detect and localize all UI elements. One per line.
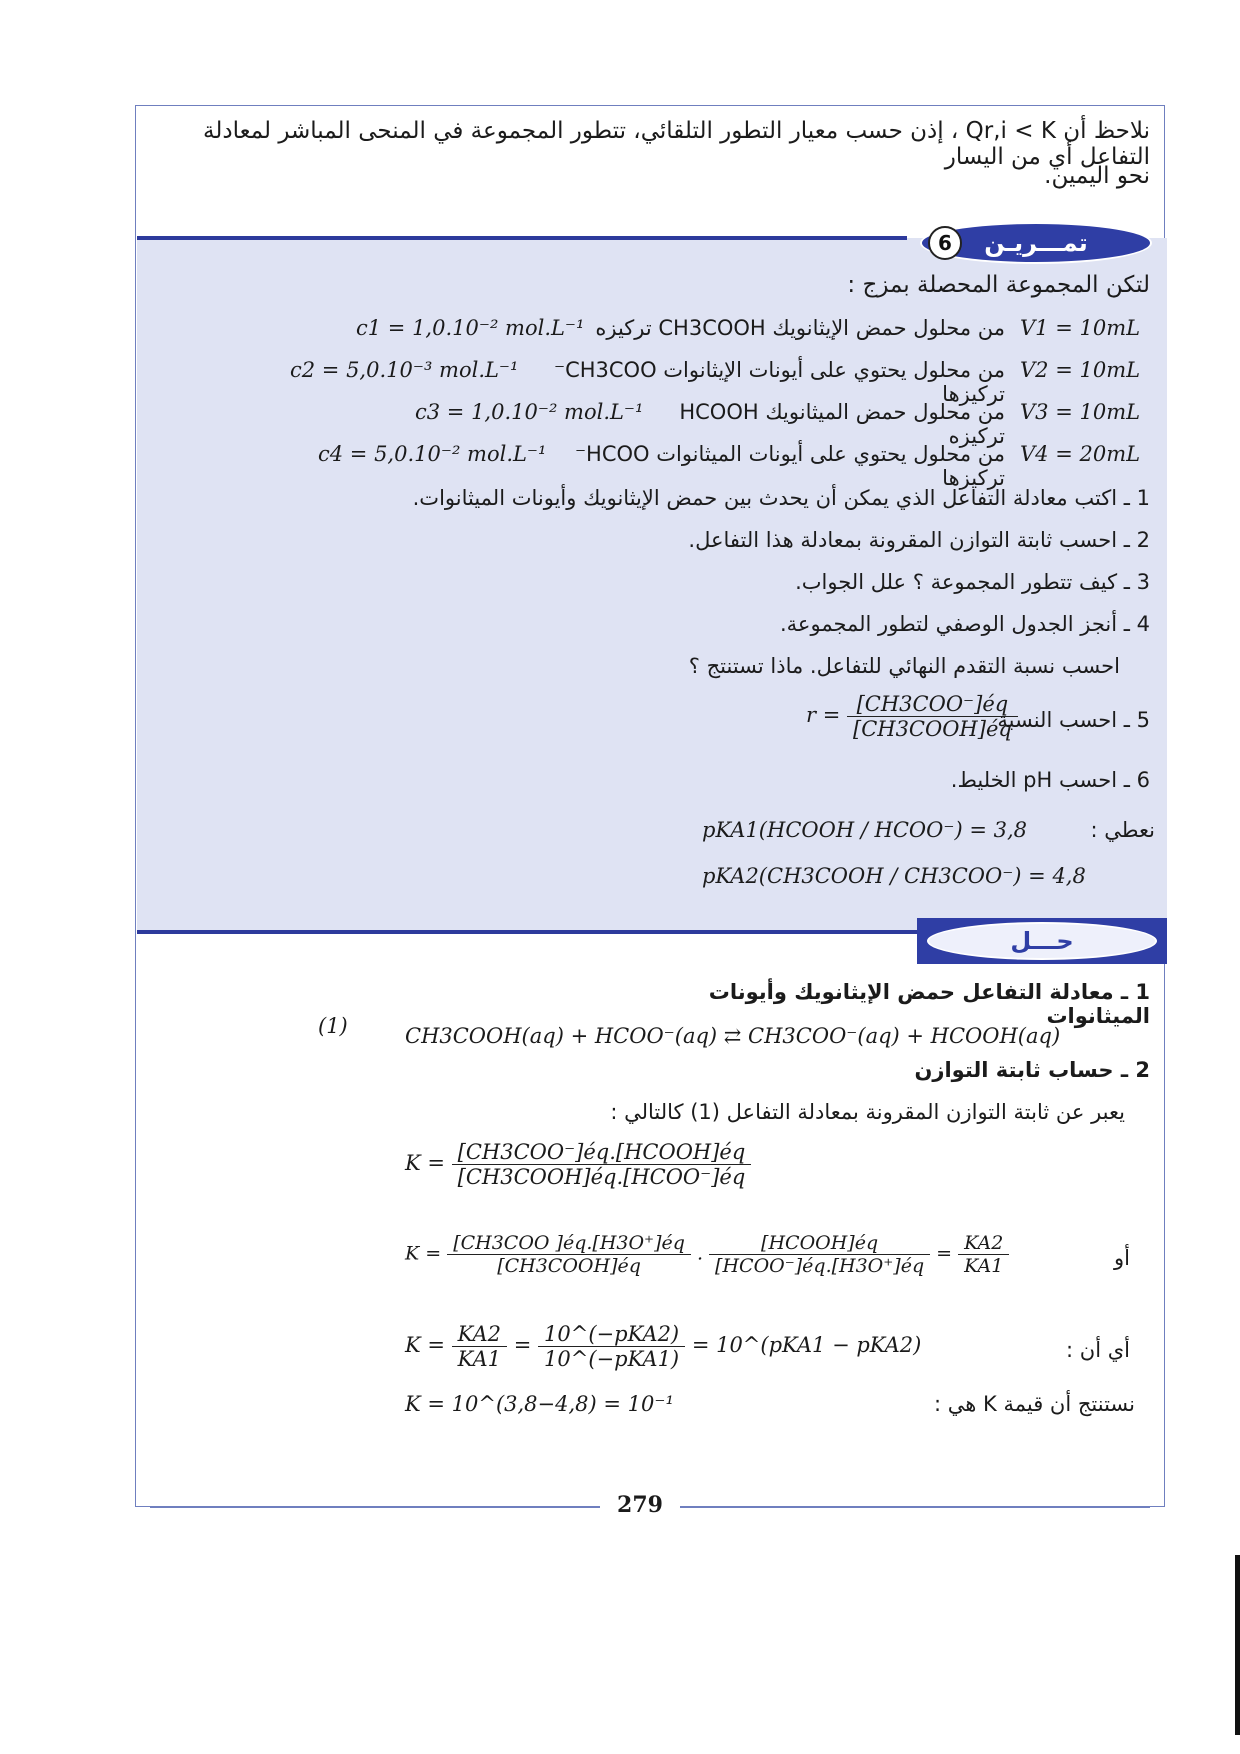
exercise-rule: [137, 236, 907, 240]
question-4-part: احسب نسبة التقدم النهائي للتفاعل. ماذا تستنتج ؟: [688, 654, 1120, 678]
conclude-label: نستنتج أن قيمة K هي :: [934, 1392, 1135, 1416]
k2-fraction-1: [447, 1232, 691, 1277]
k-expression-4: K = 10^(3,8−4,8) = 10⁻¹: [405, 1392, 674, 1416]
scan-edge-mark: [1235, 1555, 1240, 1735]
item-volume: V4 = 20mL: [1020, 442, 1141, 466]
item-volume: V2 = 10mL: [1020, 358, 1141, 382]
k1-lhs: K =: [405, 1151, 445, 1175]
item-text: من محلول يحتوي على أيونات الميثانوات HCOO⁻ تركيزها: [574, 442, 1005, 490]
question-6: 6 ـ احسب pH الخليط.: [950, 768, 1150, 792]
ratio-numerator: [CH3COO⁻]éq: [847, 692, 1018, 717]
item-conc: c1 = 1,0.10⁻² mol.L⁻¹: [356, 316, 585, 340]
exercise-header: [900, 222, 1168, 262]
intro-line-2: نحو اليمين.: [1044, 163, 1150, 189]
k1-fraction: [452, 1140, 752, 1189]
k2-denominator-1: [CH3COOH]éq: [497, 1255, 641, 1277]
item-conc: c4 = 5,0.10⁻² mol.L⁻¹: [318, 442, 547, 466]
ratio-denominator: [CH3COOH]éq: [853, 717, 1012, 741]
k3-numerator-1: KA2: [452, 1322, 507, 1347]
item-volume: V3 = 10mL: [1020, 400, 1141, 424]
k3-numerator-2: 10^(−pKA2): [538, 1322, 685, 1347]
given-pka1: pKA1(HCOOH / HCOO⁻) = 3,8: [702, 818, 1027, 842]
k2-denominator-2: [HCOO⁻]éq.[H3O⁺]éq: [715, 1255, 925, 1277]
k3-tail: = 10^(pKA1 − pKA2): [691, 1333, 922, 1357]
k-expression-2: K = $\frac{\text{[CH3COO ]éq.[H3O⁺]éq}}{\text{[CH3COOH]éq}}$ . $\frac{\text{[HCOOH]éq}}{\text{[HCOO⁻]éq.[H3O⁺]éq}}$ = $\frac{KA2}{KA1}$: [405, 1232, 1009, 1277]
item-volume: V1 = 10mL: [1020, 316, 1141, 340]
k1-denominator: [CH3COOH]éq.[HCOO⁻]éq: [457, 1165, 746, 1189]
k2-result-denominator: KA1: [964, 1255, 1004, 1277]
solution-1-title: 1 ـ معادلة التفاعل حمض الإيثانويك وأيونات الميثانوات: [708, 980, 1150, 1028]
k2-numerator-2: [HCOOH]éq: [709, 1232, 930, 1255]
question-5: 5 ـ احسب النسبة: [997, 708, 1150, 732]
exercise-header-label: تمـــريـن: [920, 222, 1152, 264]
item-text: من محلول حمض الميثانويك HCOOH تركيزه: [679, 400, 1005, 448]
k2-numerator-1: [CH3COO ]éq.[H3O⁺]éq: [447, 1232, 691, 1255]
k3-denominator-1: KA1: [457, 1347, 502, 1371]
solution-rule: [137, 930, 917, 934]
k1-numerator: [CH3COO⁻]éq.[HCOOH]éq: [452, 1140, 752, 1165]
ratio-fraction: [847, 692, 1018, 741]
given-pka2: pKA2(CH3COOH / CH3COO⁻) = 4,8: [702, 864, 1086, 888]
equation-number: (1): [318, 1014, 348, 1038]
solution-header: [917, 918, 1167, 964]
item-conc: c2 = 5,0.10⁻³ mol.L⁻¹: [290, 358, 519, 382]
solution-header-label: حـــل: [927, 922, 1157, 960]
solution-2-text: يعبر عن ثابتة التوازن المقرونة بمعادلة التفاعل (1) كالتالي :: [610, 1100, 1125, 1124]
exercise-number: 6: [928, 226, 962, 260]
k3-fraction-1: [452, 1322, 507, 1371]
k2-fraction-3: [958, 1232, 1009, 1277]
ratio-formula: [806, 692, 1018, 741]
item-text: من محلول حمض الإيثانويك CH3COOH تركيزه: [595, 316, 1005, 340]
exercise-prompt: لتكن المجموعة المحصلة بمزج :: [847, 272, 1150, 298]
item-conc: c3 = 1,0.10⁻² mol.L⁻¹: [415, 400, 644, 424]
k2-fraction-2: [709, 1232, 930, 1277]
question-4: 4 ـ أنجز الجدول الوصفي لتطور المجموعة.: [780, 612, 1150, 636]
k3-denominator-2: 10^(−pKA1): [544, 1347, 680, 1371]
item-text: من محلول يحتوي على أيونات الإيثانوات CH3COO⁻ تركيزها: [553, 358, 1005, 406]
k3-fraction-2: [538, 1322, 685, 1371]
question-1: 1 ـ اكتب معادلة التفاعل الذي يمكن أن يحدث بين حمض الإيثانويك وأيونات الميثانوات.: [412, 486, 1150, 510]
given-label: نعطي :: [1090, 818, 1155, 842]
k-expression-3: K = $\frac{KA2}{KA1}$ = $\frac{\text{10\textasciicircum{}(−pKA2)}}{\text{10\textasciicircum{}(−pKA1)}}$ = 10^(pKA1 − pKA2): [405, 1322, 922, 1371]
question-3: 3 ـ كيف تتطور المجموعة ؟ علل الجواب.: [795, 570, 1150, 594]
or-label: أو: [1114, 1246, 1130, 1270]
solution-2-title: 2 ـ حساب ثابتة التوازن: [914, 1058, 1150, 1082]
k-expression-1: [405, 1140, 751, 1189]
question-2: 2 ـ احسب ثابتة التوازن المقرونة بمعادلة هذا التفاعل.: [688, 528, 1150, 552]
k3-lhs: K =: [405, 1333, 445, 1357]
page-number: 279: [600, 1492, 680, 1518]
k2-result-numerator: KA2: [958, 1232, 1009, 1255]
ratio-lhs: r =: [806, 703, 841, 727]
intro-line-1: نلاحظ أن Qr,i < K ، إذن حسب معيار التطور التلقائي، تتطور المجموعة في المنحى المباشر لمعادلة التفاعل أي من اليسار: [203, 118, 1150, 170]
reaction-equation: CH3COOH(aq) + HCOO⁻(aq) ⇄ CH3COO⁻(aq) + HCOOH(aq): [405, 1024, 1061, 1048]
ie-label: أي أن :: [1066, 1338, 1130, 1362]
k2-lhs: K =: [405, 1242, 442, 1265]
